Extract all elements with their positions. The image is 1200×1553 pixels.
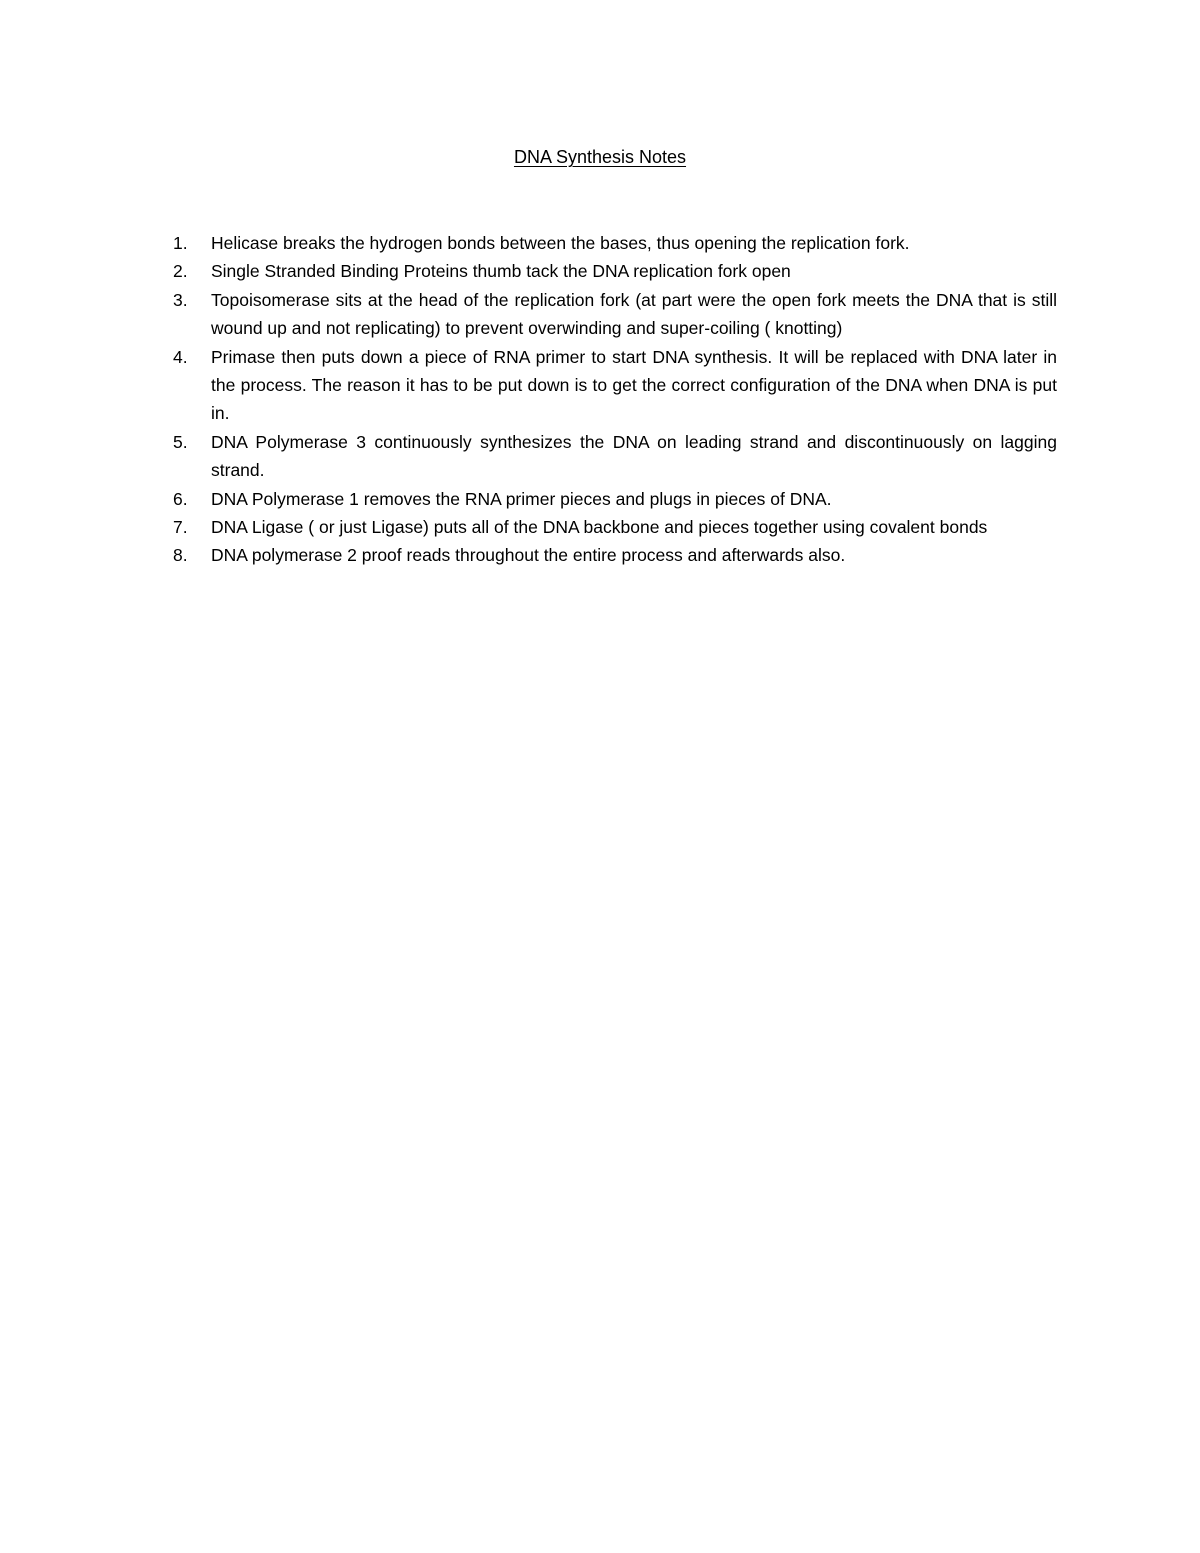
list-item-text: Topoisomerase sits at the head of the replication fork (at part were the open fork meets the DNA that is still wound up and not replicating) to prevent overwinding and super-coiling ( knotting) bbox=[211, 289, 1057, 339]
list-item-text: DNA Polymerase 1 removes the RNA primer pieces and plugs in pieces of DNA. bbox=[211, 488, 832, 509]
list-item bbox=[173, 229, 1057, 257]
list-item-number: 4. bbox=[173, 346, 188, 367]
list-item-number: 6. bbox=[173, 488, 188, 509]
document-title: DNA Synthesis Notes bbox=[513, 147, 687, 167]
list-item bbox=[173, 513, 1057, 541]
list-item-number: 8. bbox=[173, 545, 188, 566]
notes-list bbox=[173, 229, 1057, 570]
list-item-number: 5. bbox=[173, 431, 188, 452]
list-item-text: DNA Polymerase 3 continuously synthesizes the DNA on leading strand and discontinuously on lagging strand. bbox=[211, 431, 1057, 481]
list-item bbox=[173, 541, 1057, 569]
list-item-number: 1. bbox=[173, 233, 188, 253]
list-item bbox=[173, 286, 1057, 343]
list-item-number: 2. bbox=[173, 261, 188, 282]
list-item-text: Primase then puts down a piece of RNA primer to start DNA synthesis. It will be replaced with DNA later in the process. The reason it has to be put down is to get the correct configuration of the DNA when DNA is put in. bbox=[211, 346, 1057, 424]
list-item-text: Single Stranded Binding Proteins thumb tack the DNA replication fork open bbox=[211, 261, 791, 282]
list-item-number: 7. bbox=[173, 517, 188, 538]
list-item bbox=[173, 343, 1057, 428]
list-item bbox=[173, 428, 1057, 485]
list-item-text: DNA polymerase 2 proof reads throughout the entire process and afterwards also. bbox=[211, 545, 846, 566]
list-item-text: DNA Ligase ( or just Ligase) puts all of the DNA backbone and pieces together using covalent bonds bbox=[211, 517, 988, 538]
list-item-number: 3. bbox=[173, 289, 188, 310]
list-item bbox=[173, 485, 1057, 513]
list-item bbox=[173, 257, 1057, 285]
list-item-text: Helicase breaks the hydrogen bonds between the bases, thus opening the replication fork. bbox=[211, 233, 910, 253]
